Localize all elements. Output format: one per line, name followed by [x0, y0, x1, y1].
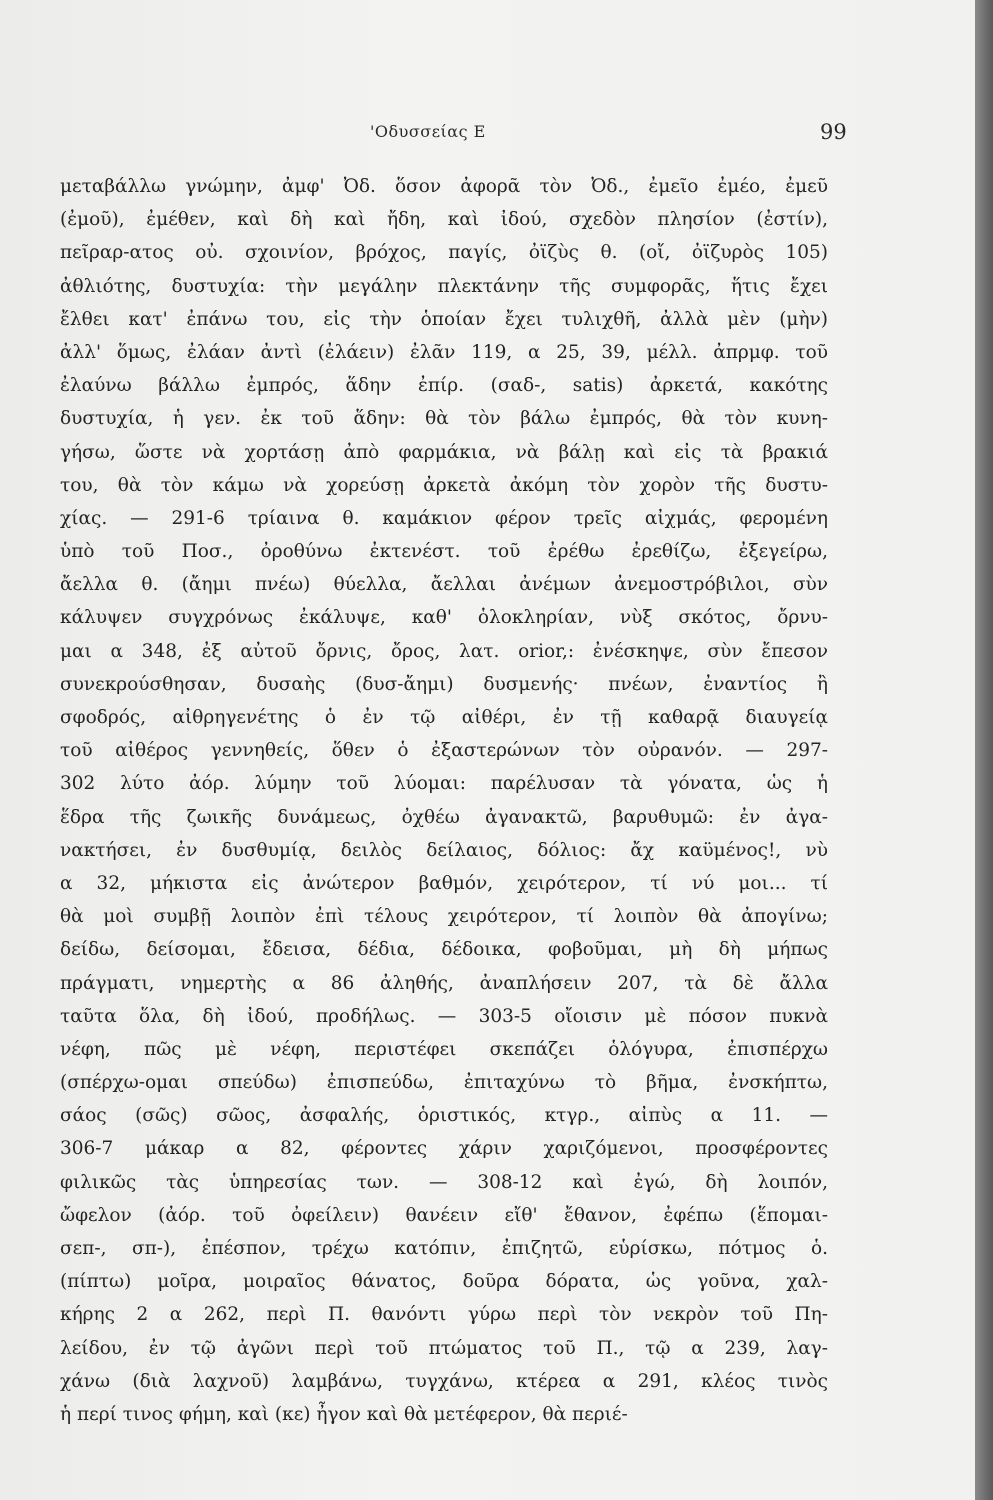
text-line: μεταβάλλω γνώμην, ἀμφ' Ὀδ. ὅσον ἀφορᾶ τὸν Ὀδ., ἐμεῖο ἐμέο, ἐμεῦ — [60, 176, 828, 197]
text-line: γήσω, ὥστε νὰ χορτάσῃ ἀπὸ φαρμάκια, νὰ βάλῃ καὶ εἰς τὰ βρακιά — [60, 441, 828, 463]
page-number: 99 — [820, 120, 847, 144]
text-line: ἀθλιότης, δυστυχία: τὴν μεγάλην πλεκτάνην τῆς συμφορᾶς, ἥτις ἔχει — [60, 275, 828, 297]
text-line: (ἐμοῦ), ἐμέθεν, καὶ δὴ καὶ ἤδη, καὶ ἰδού, σχεδὸν πλησίον (ἐστίν), — [60, 209, 828, 231]
text-line: κάλυψεν συγχρόνως ἐκάλυψε, καθ' ὁλοκληρίαν, νὺξ σκότος, ὄρνυ- — [60, 607, 828, 629]
text-line: πράγματι, νημερτὴς α 86 ἀληθής, ἀναπλήσειν 207, τὰ δὲ ἄλλα — [60, 972, 828, 994]
text-line: μαι α 348, ἐξ αὐτοῦ ὄρνις, ὄρος, λατ. orior,: ἐνέσκηψε, σὺν ἔπεσον — [60, 640, 828, 662]
text-line: ἄελλα θ. (ἄημι πνέω) θύελλα, ἄελλαι ἀνέμων ἀνεμοστρόβιλοι, σὺν — [60, 574, 828, 596]
text-line: α 32, μήκιστα εἰς ἀνώτερον βαθμόν, χειρότερον, τί νύ μοι... τί — [60, 872, 828, 894]
page-header — [0, 118, 975, 148]
text-line: δυστυχία, ἡ γεν. ἐκ τοῦ ἅδην: θὰ τὸν βάλω ἐμπρός, θὰ τὸν κυνη- — [60, 408, 828, 430]
text-line: σφοδρός, αἰθρηγενέτης ὁ ἐν τῷ αἰθέρι, ἐν τῇ καθαρᾷ διαυγείᾳ — [60, 707, 828, 728]
text-line: λείδου, ἐν τῷ ἀγῶνι περὶ τοῦ πτώματος τοῦ Π., τῷ α 239, λαγ- — [60, 1337, 828, 1359]
text-line: ὑπὸ τοῦ Ποσ., ὀροθύνω ἐκτενέστ. τοῦ ἐρέθω ἐρεθίζω, ἐξεγείρω, — [60, 541, 828, 563]
text-line: ἐλαύνω βάλλω ἐμπρός, ἅδην ἐπίρ. (σαδ-, satis) ἀρκετά, κακότης — [60, 375, 828, 397]
commentary-text — [60, 170, 828, 1431]
text-line: νακτήσει, ἐν δυσθυμίᾳ, δειλὸς δείλαιος, δόλιος: ἄχ καϋμένος!, νὺ — [60, 839, 828, 861]
text-line: σεπ-, σπ-), ἐπέσπον, τρέχω κατόπιν, ἐπιζητῶ, εὑρίσκω, πότμος ὁ. — [60, 1238, 828, 1259]
text-line: ὤφελον (ἀόρ. τοῦ ὀφείλειν) θανέειν εἴθ' ἔθανον, ἐφέπω (ἕπομαι- — [60, 1204, 828, 1226]
text-line: σάος (σῶς) σῶος, ἀσφαλής, ὁριστικός, κτγρ., αἰπὺς α 11. — — [60, 1105, 828, 1127]
text-line: φιλικῶς τὰς ὑπηρεσίας των. — 308-12 καὶ ἐγώ, δὴ λοιπόν, — [60, 1171, 828, 1193]
text-line: (πίπτω) μοῖρα, μοιραῖος θάνατος, δοῦρα δόρατα, ὡς γοῦνα, χαλ- — [60, 1271, 828, 1293]
text-line: του, θὰ τὸν κάμω νὰ χορεύσῃ ἀρκετὰ ἀκόμη τὸν χορὸν τῆς δυστυ- — [60, 474, 828, 496]
text-line: ἀλλ' ὅμως, ἐλάαν ἀντὶ (ἐλάειν) ἐλᾶν 119, α 25, 39, μέλλ. ἀπρμφ. τοῦ — [60, 341, 828, 363]
text-line: νέφη, πῶς μὲ νέφη, περιστέφει σκεπάζει ὁλόγυρα, ἐπισπέρχω — [60, 1038, 828, 1060]
text-line: τοῦ αἰθέρος γεννηθείς, ὅθεν ὁ ἐξαστερώνων τὸν οὐρανόν. — 297- — [60, 740, 828, 762]
text-line: 306-7 μάκαρ α 82, φέροντες χάριν χαριζόμενοι, προσφέροντες — [60, 1138, 828, 1160]
text-line: πεῖραρ-ατος οὐ. σχοινίον, βρόχος, παγίς, ὀϊζὺς θ. (οἴ, ὀϊζυρὸς 105) — [60, 242, 828, 264]
text-line: ταῦτα ὅλα, δὴ ἰδού, προδήλως. — 303-5 οἴοισιν μὲ πόσον πυκνὰ — [60, 1005, 828, 1027]
text-line: θὰ μοὶ συμβῇ λοιπὸν ἐπὶ τέλους χειρότερον, τί λοιπὸν θὰ ἀπογίνω; — [60, 906, 828, 928]
text-line: ἡ περί τινος φήμη, καὶ (κε) ἦγον καὶ θὰ μετέφερον, θὰ περιέ- — [60, 1403, 628, 1425]
running-title: 'Οδυσσείας Ε — [370, 122, 486, 141]
text-line: δείδω, δείσομαι, ἔδεισα, δέδια, δέδοικα, φοβοῦμαι, μὴ δὴ μήπως — [60, 939, 828, 961]
text-line: χάνω (διὰ λαχνοῦ) λαμβάνω, τυγχάνω, κτέρεα α 291, κλέος τινὸς — [60, 1370, 828, 1392]
text-line: συνεκρούσθησαν, δυσαὴς (δυσ-ἄημι) δυσμενής· πνέων, ἐναντίος ἢ — [60, 673, 828, 695]
text-line: 302 λύτο ἀόρ. λύμην τοῦ λύομαι: παρέλυσαν τὰ γόνατα, ὡς ἡ — [60, 773, 828, 795]
text-line: ἕδρα τῆς ζωικῆς δυνάμεως, ὀχθέω ἀγανακτῶ, βαρυθυμῶ: ἐν ἀγα- — [60, 806, 828, 828]
page-edge — [975, 0, 993, 1500]
text-line: (σπέρχω-ομαι σπεύδω) ἐπισπεύδω, ἐπιταχύνω τὸ βῆμα, ἐνσκήπτω, — [60, 1072, 828, 1094]
text-line: κήρης 2 α 262, περὶ Π. θανόντι γύρω περὶ τὸν νεκρὸν τοῦ Πη- — [60, 1304, 828, 1326]
text-line: ἔλθει κατ' ἐπάνω του, εἰς τὴν ὁποίαν ἔχει τυλιχθῆ, ἀλλὰ μὲν (μὴν) — [60, 308, 828, 330]
text-line: χίας. — 291-6 τρίαινα θ. καμάκιον φέρον τρεῖς αἰχμάς, φερομένη — [60, 507, 828, 529]
